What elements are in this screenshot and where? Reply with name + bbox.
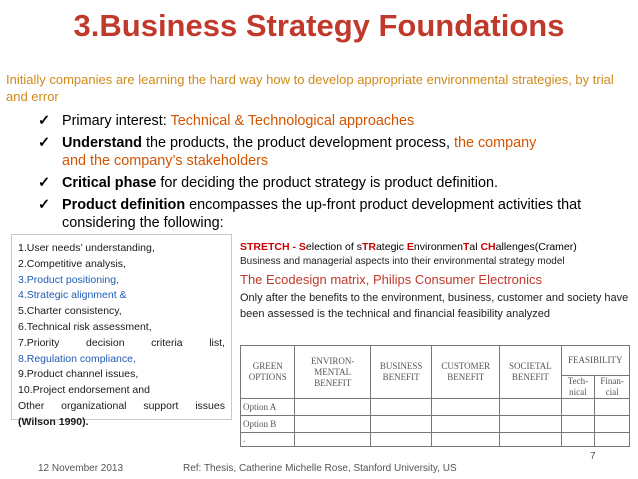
table-row: Option B <box>241 416 630 433</box>
feasibility-paragraph: Only after the benefits to the environment, business, customer and society have been assessed is the technical and financial feasibility analyzed <box>240 292 629 320</box>
bullet-item: ✓ Critical phase for deciding the product strategy is product definition. <box>38 175 498 191</box>
criteria-item: 3.Product positioning, <box>18 273 119 286</box>
bullet-list <box>38 112 628 236</box>
ecodesign-matrix <box>240 345 630 447</box>
table-row: Option A <box>241 399 630 416</box>
criteria-item: 8.Regulation compliance, <box>18 352 136 365</box>
criteria-item: 2.Competitive analysis, <box>18 257 126 270</box>
criteria-item: 1.User needs’ understanding, <box>18 242 155 254</box>
criteria-item: 9.Product channel issues, <box>18 368 139 381</box>
bullet-item: ✓ Understand the products, the product development process, the company and the company’s stakeholders <box>38 135 537 169</box>
criteria-box <box>11 234 232 428</box>
right-panel <box>240 240 632 322</box>
ecodesign-heading: The Ecodesign matrix, Philips Consumer Electronics <box>240 272 543 287</box>
criteria-item: 7.Priority decision criteria list, <box>18 336 225 349</box>
intro-text: Initially companies are learning the hard way how to develop appropriate environmental strategies, by trial and error <box>6 72 614 104</box>
criteria-citation: (Wilson 1990). <box>18 415 89 428</box>
criteria-item: Other organizational support issues <box>18 399 225 412</box>
table-header: FEASIBILITY <box>561 346 629 376</box>
check-icon: ✓ <box>38 135 51 151</box>
criteria-item: 5.Charter consistency, <box>18 305 122 318</box>
bullet-item: ✓ Primary interest: Technical & Technological approaches <box>38 113 415 129</box>
page-number: 7 <box>590 451 596 462</box>
table-subheader: Finan-cial <box>595 376 630 399</box>
table-subheader: Tech-nical <box>561 376 595 399</box>
table-header: BUSINESS BENEFIT <box>370 346 431 399</box>
table-header: GREEN OPTIONS <box>241 346 295 399</box>
table-row: . <box>241 433 630 447</box>
check-icon: ✓ <box>38 175 51 191</box>
footer-reference: Ref: Thesis, Catherine Michelle Rose, Stanford University, US <box>183 463 457 474</box>
check-icon: ✓ <box>38 113 51 129</box>
table-header: ENVIRON-MENTAL BENEFIT <box>295 346 370 399</box>
criteria-item: 4.Strategic alignment & <box>18 289 127 302</box>
stretch-subtitle: Business and managerial aspects into their environmental strategy model <box>240 256 565 267</box>
table-header: SOCIETAL BENEFIT <box>500 346 561 399</box>
criteria-item: 10.Project endorsement and <box>18 384 150 397</box>
stretch-heading: STRETCH - Selection of sTRategic EnvironmenTal CHallenges(Cramer) <box>240 241 577 253</box>
page-title: 3.Business Strategy Foundations <box>73 8 565 43</box>
criteria-item: 6.Technical risk assessment, <box>18 320 152 333</box>
footer-date: 12 November 2013 <box>38 463 124 474</box>
table-header: CUSTOMER BENEFIT <box>432 346 500 399</box>
bullet-item: ✓ Product definition encompasses the up-front product development activities that considering the following: <box>38 197 582 231</box>
check-icon: ✓ <box>38 197 51 213</box>
